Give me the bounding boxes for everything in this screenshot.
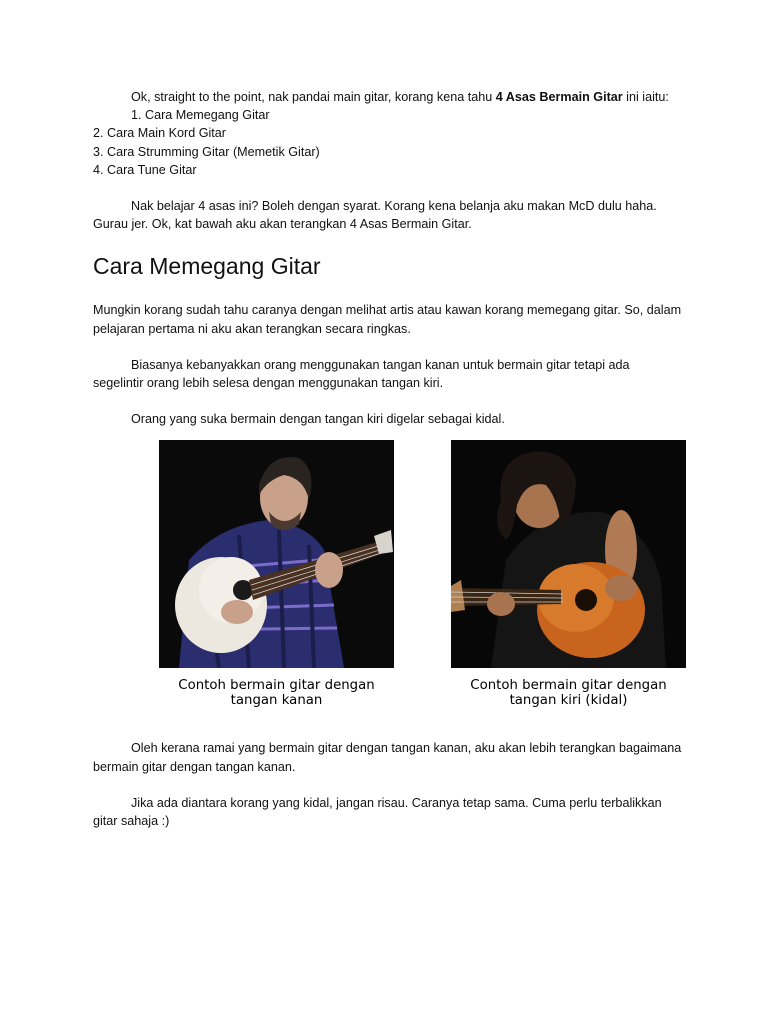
figure-caption: [451, 678, 686, 708]
caption-line: tangan kiri (kidal): [509, 693, 628, 709]
figure-caption: [159, 678, 394, 708]
paragraph-oleh: Oleh kerana ramai yang bermain gitar dengan tangan kanan, aku akan lebih terangkan bagaimana bermain gitar dengan tangan kanan.: [93, 741, 682, 774]
caption-line: Contoh bermain gitar dengan: [178, 678, 375, 694]
intro-text-start: Ok, straight to the point, nak pandai main gitar, korang kena tahu: [131, 90, 496, 104]
paragraph-biasanya: Biasanya kebanyakkan orang menggunakan tangan kanan untuk bermain gitar tetapi ada segelintir orang lebih selesa dengan menggunakan tangan kiri.: [93, 357, 630, 391]
caption-line: Contoh bermain gitar dengan: [470, 678, 667, 694]
paragraph-jika: Jika ada diantara korang yang kidal, jangan risau. Caranya tetap sama. Cuma perlu terbalikkan gitar sahaja :): [93, 795, 662, 829]
list-item: 3. Cara Strumming Gitar (Memetik Gitar): [93, 144, 320, 159]
document-page: [93, 88, 683, 830]
paragraph-mungkin: Mungkin korang sudah tahu caranya dengan melihat artis atau kawan korang memegang gitar. So, dalam pelajaran pertama ni aku akan terangkan secara ringkas.: [93, 303, 682, 336]
intro-paragraph: [93, 88, 683, 106]
section-heading: Cara Memegang Gitar: [93, 253, 321, 280]
figure-left-handed: [451, 440, 686, 708]
paragraph-syarat: Nak belajar 4 asas ini? Boleh dengan syarat. Korang kena belanja aku makan McD dulu haha. Gurau jer. Ok, kat bawah aku akan terangkan 4 Asas Bermain Gitar.: [93, 199, 657, 232]
list-item: 1. Cara Memegang Gitar: [131, 108, 270, 123]
photo-left-handed-guitarist: [451, 440, 686, 668]
list-item: 4. Cara Tune Gitar: [93, 162, 197, 177]
intro-bold-text: 4 Asas Bermain Gitar: [495, 90, 623, 104]
intro-text-end: ini iaitu:: [622, 90, 669, 104]
list-item: 2. Cara Main Kord Gitar: [93, 126, 226, 141]
photo-right-handed-guitarist: [159, 440, 394, 668]
figures-row: [93, 440, 683, 712]
paragraph-orang: Orang yang suka bermain dengan tangan kiri digelar sebagai kidal.: [131, 412, 505, 427]
caption-line: tangan kanan: [230, 693, 323, 709]
figure-right-handed: [159, 440, 394, 708]
